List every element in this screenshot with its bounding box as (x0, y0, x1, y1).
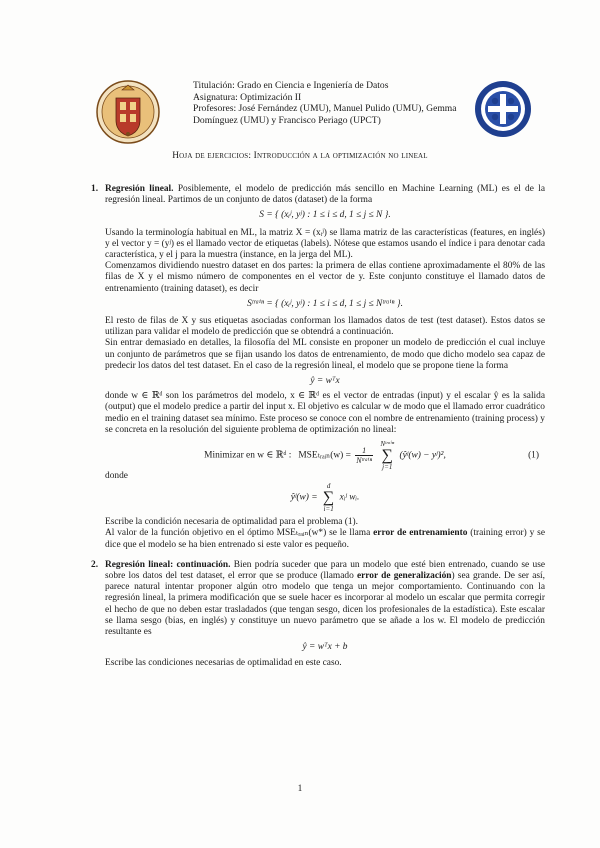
eq-pred-left: ŷʲ(w) = (290, 492, 318, 503)
exercise-body (91, 184, 546, 669)
exercise-number: 2. (91, 559, 99, 570)
paragraph: Escribe la condición necesaria de optimalidad para el problema (1). (105, 517, 359, 528)
eq-mse-label: MSEₜᵣₐᵢₙ(w) = (298, 450, 351, 461)
equation-model: ŷ = wᵀx (310, 376, 340, 387)
eq-sum (323, 482, 334, 513)
paragraph: Posiblemente, el modelo de predicción más sencillo en Machine Learning (ML) es el de la regresión lineal. Partimos de un conjunto de datos (dataset) de la forma (105, 184, 546, 206)
eq-term: (ŷʲ(w) − yʲ)², (399, 450, 446, 461)
paragraph: donde (105, 471, 128, 482)
eq-frac-den: Nᵗʳᵃⁱⁿ (356, 456, 373, 466)
header-professors: Profesores: José Fernández (UMU), Manuel Pulido (UMU), Gemma (193, 103, 457, 115)
paragraph: El resto de filas de X y sus etiquetas asociadas conforman los llamados datos de test (test dataset). Estos datos se utilizan para validar el modelo de predicción que se obtendrá a continuación. (105, 316, 545, 338)
eq-sum (380, 440, 394, 471)
exercise-2: 2. Regresión lineal: continuación. Bien podría suceder que para un modelo que esté bien entrenado, cuando se use sobre los datos del test dataset, el error que se produce (llamado error de generalización) sea grande. De ser así, parece natural intentar proponer algún otro modelo que tenga un mejor comportamiento. Continuando con la regresión lineal, la primera modificación que se suele hacer es incorporar al modelo un escalar que permita corregir el hecho de que no deben estar trasladados (que tengan sesgo, dicen los profesionales de la estadística). Este escalar se llama sesgo (bias, en inglés) y constituye un nuevo parámetro que se añade a los w. El modelo de predicción resultante es ŷ = wᵀx + b Escribe las condiciones necesarias de optimalidad en este caso. (91, 559, 546, 668)
term-generalization-error: error de generalización (356, 571, 452, 582)
exercise-1 (91, 184, 546, 551)
sheet-title: Hoja de ejercicios: Introducción a la optimización no lineal (172, 151, 428, 161)
eq-frac-num: 1 (355, 446, 373, 456)
eq-sum-bottom: i=1 (323, 505, 334, 514)
course-header (193, 80, 465, 126)
page-number: 1 (297, 784, 303, 794)
exercise-title: Regresión lineal: continuación. (105, 559, 231, 570)
eq-sum-top: Nᵗʳᵃⁱⁿ (380, 440, 395, 449)
eq-sum-top: d (326, 482, 331, 491)
equation-prediction (105, 482, 545, 513)
equation-model-bias: ŷ = wᵀx + b (302, 642, 348, 653)
paragraph: donde w ∈ ℝᵈ son los parámetros del modelo, x ∈ ℝᵈ es el vector de entradas (input) y el escalar ŷ es la salida (output) que el modelo predice a partir del input x. El objetivo es calcular w de modo que el llamado error cuadrático medio en el training dataset sea mínimo. Este proceso se conoce con el nombre de entrenamiento (training process) y se concreta en la resolución del siguiente problema de optimización no lineal: (105, 391, 545, 435)
equation-tag: (1) (528, 449, 539, 460)
paragraph: Comenzamos dividiendo nuestro dataset en dos partes: la primera de ellas contiene aproximadamente el 80% de las filas de X y el mismo número de componentes en el vector de y. Este conjunto constituye el llamado datos de entrenamiento (training dataset), es decir (105, 261, 545, 294)
eq-term: xᵢʲ wᵢ. (339, 492, 360, 503)
eq-minimize: Minimizar en w ∈ ℝᵈ : (204, 450, 292, 461)
sigma-icon: ∑ (322, 489, 335, 507)
header-professors-cont: Domínguez (UMU) y Francisco Periago (UPCT) (193, 114, 381, 126)
sigma-icon: ∑ (381, 447, 393, 465)
paragraph: Usando la terminología habitual en ML, la matriz X = (xᵢʲ) se llama matriz de las características (features, en inglés) y el vector y = (yʲ) es el llamado vector de etiquetas (labels). Nótese que estamos usando el índice i para denotar cada característica, y el j para la muestra (instance, en la jerga del ML). (105, 227, 545, 261)
paragraph: Al valor de la función objetivo en el óptimo MSEₜᵣₐᵢₙ(w*) se le llama error de entrenamiento (training error) y se dice que el modelo se ha bien entrenado si este valor es pequeño. (105, 528, 545, 550)
eq-sum-bottom: j=1 (382, 463, 393, 472)
equation-mse (105, 440, 545, 471)
header-degree: Titulación: Grado en Ciencia e Ingeniería de Datos (193, 80, 389, 91)
exercise-number: 1. (91, 184, 99, 194)
paragraph: Sin entrar demasiado en detalles, la filosofía del ML consiste en proponer un modelo de predicción el cual incluye un conjunto de parámetros que se fijan usando los datos de entrenamiento, de modo que dicho modelo sea capaz de predecir los datos del test dataset. En el caso de la regresión lineal, el modelo que se propone tiene la forma (105, 338, 545, 371)
paragraph: Escribe las condiciones necesarias de optimalidad en este caso. (105, 657, 342, 668)
university-seal-left (96, 76, 160, 148)
equation-dataset: S = { (xᵢʲ, yʲ) : 1 ≤ i ≤ d, 1 ≤ j ≤ N }. (259, 210, 391, 221)
university-logo-right (474, 80, 532, 138)
header-course: Asignatura: Optimización II (193, 91, 302, 103)
exercise-title: Regresión lineal. (105, 184, 174, 194)
eq-fraction (355, 446, 373, 465)
equation-train-dataset: Sᵗʳᵃⁱⁿ = { (xᵢʲ, yʲ) : 1 ≤ i ≤ d, 1 ≤ j ≤ Nᵗʳᵃⁱⁿ }. (247, 298, 403, 309)
term-training-error: error de entrenamiento (373, 528, 468, 539)
